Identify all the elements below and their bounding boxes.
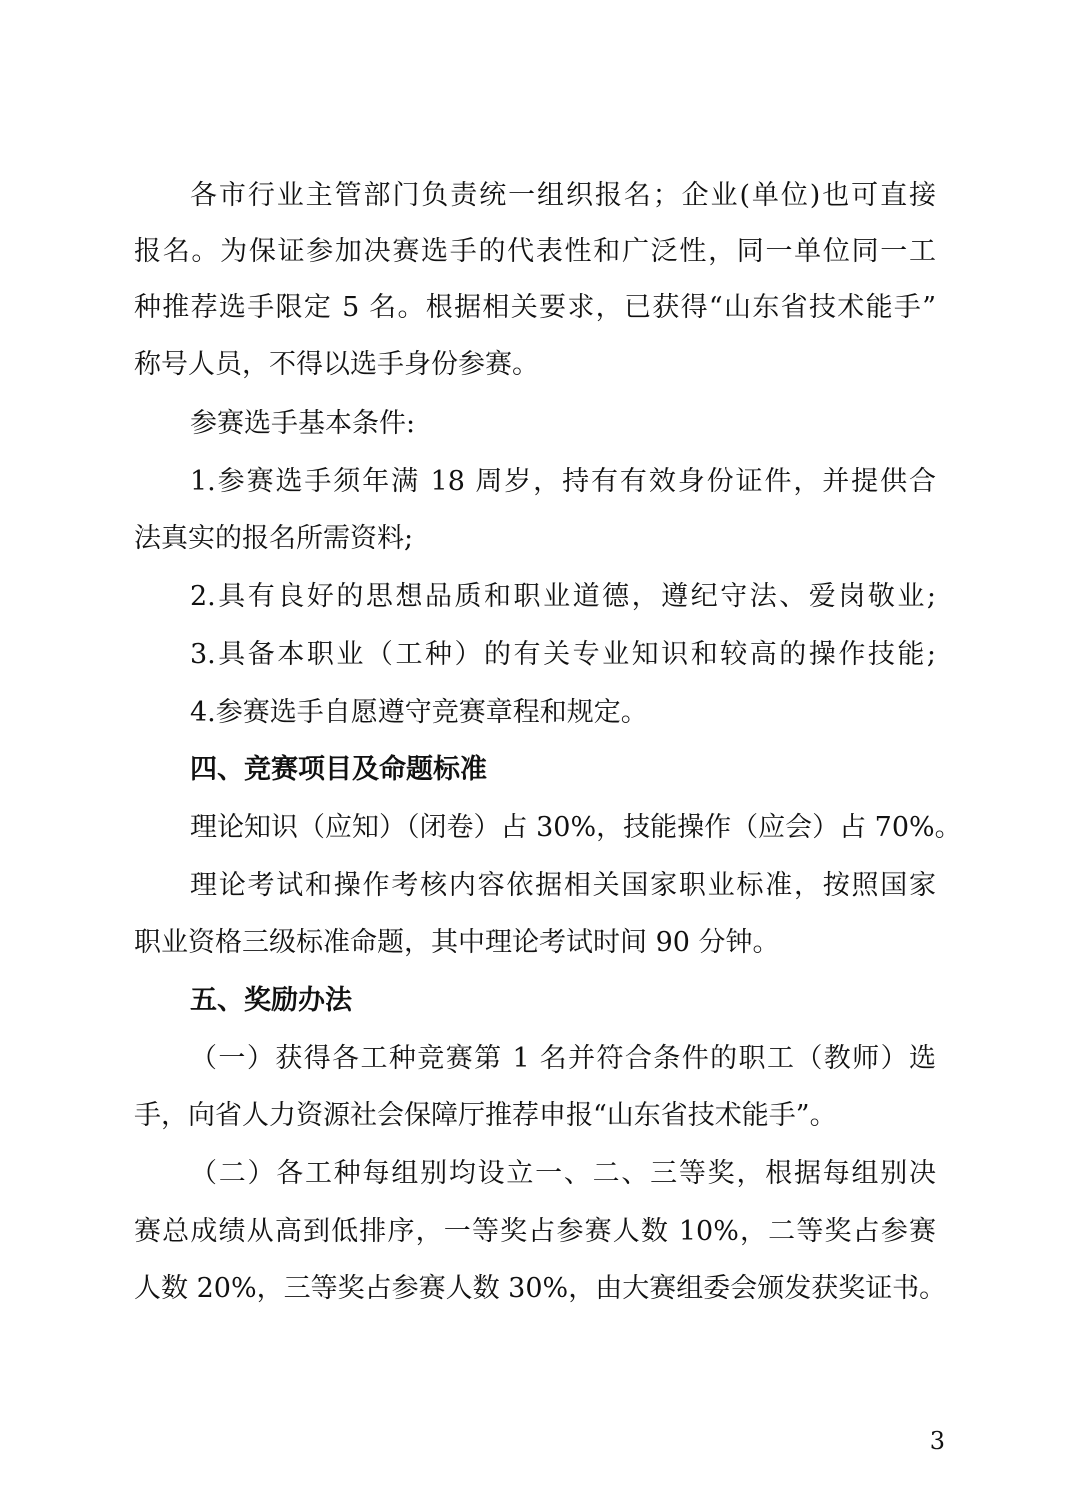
section-heading: 四、竞赛项目及命题标准	[190, 754, 487, 785]
list-item-continuation: 法真实的报名所需资料;	[134, 523, 414, 554]
paragraph-line: 赛总成绩从高到低排序，一等奖占参赛人数 10%，二等奖占参赛	[134, 1216, 936, 1247]
paragraph-line: 理论考试和操作考核内容依据相关国家职业标准，按照国家	[190, 870, 936, 901]
section-heading: 五、奖励办法	[190, 985, 352, 1016]
list-item: 4.参赛选手自愿遵守竞赛章程和规定。	[190, 697, 648, 728]
paragraph-line: 职业资格三级标准命题，其中理论考试时间 90 分钟。	[134, 927, 780, 958]
paragraph-line: 称号人员，不得以选手身份参赛。	[134, 349, 539, 380]
paragraph-line: 参赛选手基本条件:	[190, 408, 416, 439]
paragraph-line: 理论知识（应知）（闭卷）占 30%，技能操作（应会）占 70%。	[190, 812, 962, 843]
paragraph-line: 人数 20%，三等奖占参赛人数 30%，由大赛组委会颁发获奖证书。	[134, 1273, 947, 1304]
list-item: 1.参赛选手须年满 18 周岁，持有有效身份证件，并提供合	[190, 466, 936, 497]
paragraph-line: 各市行业主管部门负责统一组织报名；企业(单位)也可直接	[190, 180, 936, 211]
paragraph-line: （二）各工种每组别均设立一、二、三等奖，根据每组别决	[190, 1158, 936, 1189]
paragraph-line: （一）获得各工种竞赛第 1 名并符合条件的职工（教师）选	[190, 1043, 936, 1074]
list-item: 3.具备本职业（工种）的有关专业知识和较高的操作技能;	[190, 639, 936, 670]
list-item: 2.具有良好的思想品质和职业道德，遵纪守法、爱岗敬业;	[190, 581, 936, 612]
page-number: 3	[929, 1427, 945, 1455]
paragraph-line: 报名。为保证参加决赛选手的代表性和广泛性，同一单位同一工	[134, 236, 936, 267]
paragraph-line: 种推荐选手限定 5 名。根据相关要求，已获得“山东省技术能手”	[134, 292, 936, 323]
paragraph-line: 手，向省人力资源社会保障厅推荐申报“山东省技术能手”。	[134, 1100, 837, 1131]
